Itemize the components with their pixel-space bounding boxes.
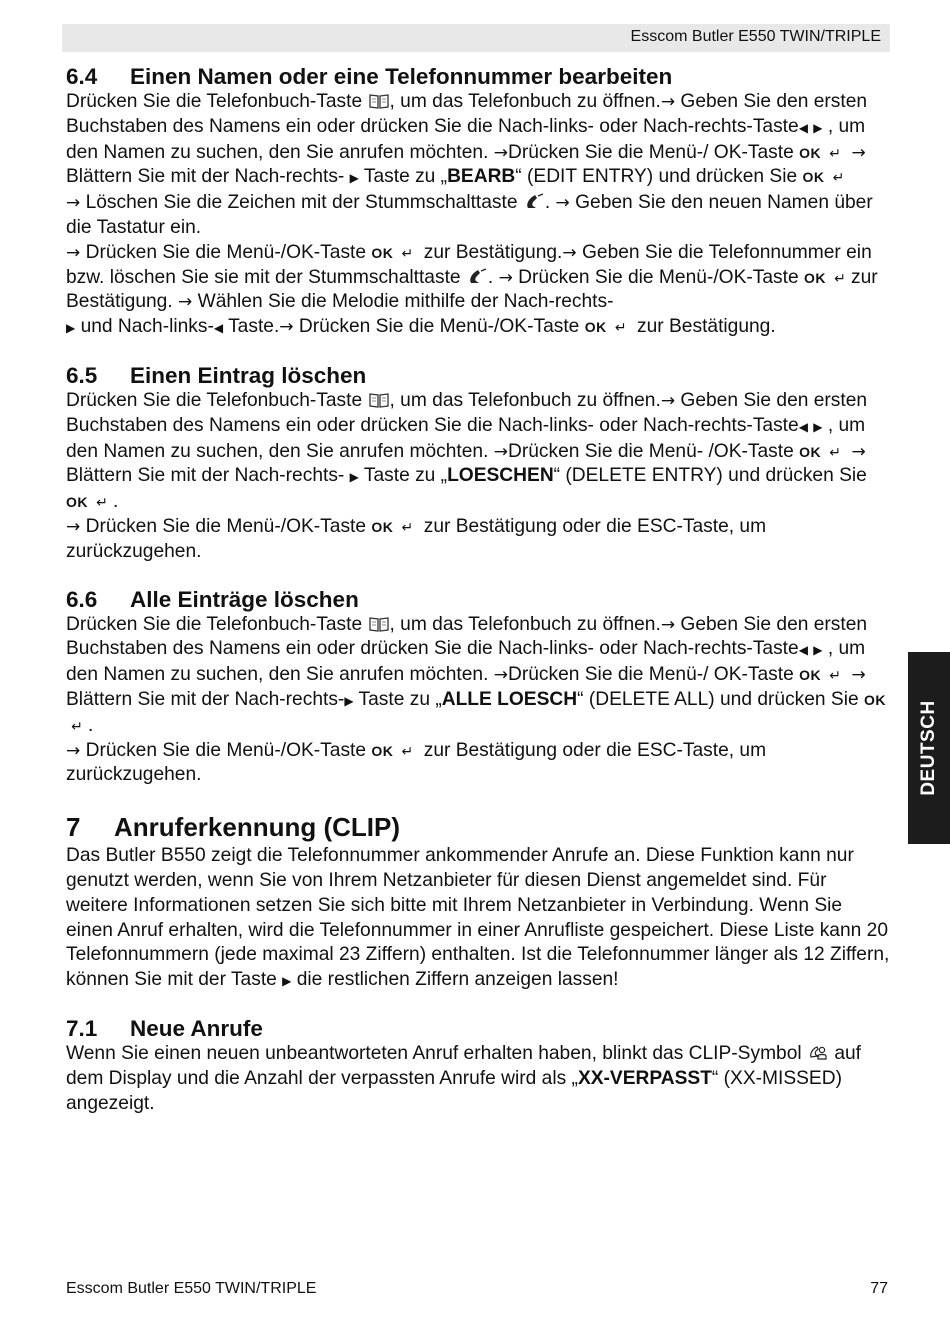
text: Drücken Sie die Menü-/OK-Taste bbox=[80, 241, 372, 263]
ok-key-label: OK bbox=[799, 144, 822, 161]
text: “ (XX-MISSED) angezeigt. bbox=[66, 1067, 842, 1114]
text: Wenn Sie einen neuen unbeantworteten Anruf erhalten haben, blinkt das CLIP-Symbol bbox=[66, 1042, 807, 1064]
text: Drücken Sie die Menü-/OK-Taste bbox=[293, 316, 585, 338]
arrow-right-icon: → bbox=[66, 740, 81, 761]
text: Blättern Sie mit der Nach-rechts- bbox=[66, 465, 350, 487]
phonebook-icon bbox=[368, 93, 390, 109]
text: Drücken Sie die Menü-/OK-Taste bbox=[80, 515, 372, 537]
text: Das Butler B550 zeigt die Telefonnummer ankommender Anrufe an. Diese Funktion kann nur genutzt werden, wenn Sie von Ihrem Netzanbieter für diesen Dienst angemeldet sind. Für weitere Informationen setzen Sie sich bitte mit Ihrem Netzanbieter in Verbindung. Wenn Sie einen Anruf erhalten, wird die Telefonnummer in einer Anrufliste gespeichert. Diese Liste kann 20 Telefonnummern (jede maximal 23 Ziffern) enthalten. Ist die Telefonnummer länger als 12 Ziffern, können Sie mit der Taste bbox=[66, 845, 890, 991]
section-heading bbox=[66, 1016, 892, 1042]
ok-key-label: OK bbox=[584, 319, 607, 336]
nav-right-icon: ▶ bbox=[349, 470, 359, 485]
ok-enter-icon: ↵ bbox=[71, 717, 83, 734]
text: auf dem Display und die Anzahl der verpassten Anrufe wird als „ bbox=[66, 1042, 862, 1089]
section-body bbox=[66, 90, 892, 341]
mute-key-icon bbox=[523, 193, 545, 211]
text: Taste zu „ bbox=[353, 688, 442, 710]
text: zur Bestätigung. bbox=[631, 316, 776, 338]
menu-entry-bold: BEARB bbox=[447, 166, 516, 188]
nav-left-icon: ◀ bbox=[798, 419, 808, 434]
section-body bbox=[66, 844, 892, 994]
text: , um das Telefonbuch zu öffnen. bbox=[389, 613, 661, 635]
text: und Nach-links- bbox=[75, 316, 214, 338]
page-number: 77 bbox=[870, 1280, 888, 1297]
text: zur Bestätigung oder die ESC-Taste, um zurückzugehen. bbox=[66, 515, 767, 562]
ok-enter-icon: ↵ bbox=[614, 319, 627, 336]
nav-left-icon: ◀ bbox=[798, 643, 808, 658]
nav-right-icon: ▶ bbox=[344, 693, 354, 708]
nav-right-icon: ▶ bbox=[813, 643, 823, 658]
section-body bbox=[66, 389, 892, 565]
ok-enter-icon: ↵ bbox=[832, 169, 845, 186]
text: Geben Sie den ersten Buchstaben des Namens ein oder drücken Sie die Nach-links- oder Nach-rechts-Taste bbox=[66, 91, 868, 137]
text: , um den Namen zu suchen, den Sie anrufen möchten. bbox=[66, 414, 866, 462]
ok-key-label: OK bbox=[799, 443, 822, 460]
text: , um den Namen zu suchen, den Sie anrufen möchten. bbox=[66, 115, 866, 163]
text: Taste zu „ bbox=[358, 465, 448, 487]
language-tab-label: DEUTSCH bbox=[918, 700, 939, 796]
chapter-heading bbox=[66, 810, 892, 844]
text: Drücken Sie die Menü-/ OK-Taste bbox=[507, 141, 800, 163]
language-tab bbox=[908, 652, 950, 844]
text: “ (EDIT ENTRY) und drücken Sie bbox=[515, 166, 803, 188]
text: Geben Sie den ersten Buchstaben des Namens ein oder drücken Sie die Nach-links- oder Nach-rechts-Taste bbox=[66, 389, 868, 436]
arrow-right-icon: → bbox=[555, 193, 570, 214]
section-6-4 bbox=[66, 64, 892, 341]
arrow-right-icon: → bbox=[178, 292, 193, 313]
ok-enter-icon: ↵ bbox=[829, 443, 841, 460]
section-number: 7.1 bbox=[66, 1015, 98, 1041]
text: Drücken Sie die Menü-/ OK-Taste bbox=[507, 664, 800, 686]
text: zur Bestätigung. bbox=[66, 266, 878, 313]
arrow-right-icon: → bbox=[66, 516, 81, 537]
ok-key-label: OK bbox=[371, 742, 394, 759]
arrow-right-icon: → bbox=[493, 441, 508, 462]
nav-right-icon: ▶ bbox=[282, 974, 292, 989]
text: Blättern Sie mit der Nach-rechts- bbox=[66, 166, 350, 188]
text: Drücken Sie die Telefonbuch-Taste bbox=[66, 91, 368, 112]
arrow-right-icon: → bbox=[660, 92, 676, 112]
header-bar bbox=[62, 24, 890, 52]
section-title: Alle Einträge löschen bbox=[130, 586, 359, 612]
text: Drücken Sie die Telefonbuch-Taste bbox=[66, 389, 368, 411]
nav-left-icon: ◀ bbox=[213, 321, 224, 336]
text: zur Bestätigung. bbox=[418, 241, 563, 263]
section-number: 6.4 bbox=[66, 64, 98, 89]
arrow-right-icon: → bbox=[851, 142, 866, 163]
section-title: Neue Anrufe bbox=[130, 1015, 263, 1041]
section-title: Einen Eintrag löschen bbox=[130, 362, 367, 388]
arrow-right-icon: → bbox=[493, 665, 508, 686]
header-title: Esscom Butler E550 TWIN/TRIPLE bbox=[630, 28, 881, 45]
text: zur Bestätigung oder die ESC-Taste, um zurückzugehen. bbox=[66, 739, 767, 786]
section-heading bbox=[66, 587, 892, 613]
text: Taste. bbox=[223, 316, 280, 338]
mute-key-icon bbox=[466, 268, 488, 286]
text: , um das Telefonbuch zu öffnen. bbox=[389, 389, 661, 411]
section-number: 6.5 bbox=[66, 362, 98, 388]
arrow-right-icon: → bbox=[498, 267, 513, 288]
footer-title: Esscom Butler E550 TWIN/TRIPLE bbox=[66, 1280, 317, 1297]
text: “ (DELETE ALL) und drücken Sie bbox=[577, 688, 864, 710]
menu-entry-bold: LOESCHEN bbox=[447, 465, 554, 487]
chapter-title: Anruferkennung (CLIP) bbox=[114, 812, 400, 843]
text: Taste zu „ bbox=[358, 166, 448, 188]
arrow-right-icon: → bbox=[66, 242, 81, 263]
arrow-right-icon: → bbox=[493, 142, 508, 163]
section-6-6 bbox=[66, 587, 892, 789]
text: Löschen Sie die Zeichen mit der Stummschalttaste bbox=[80, 192, 523, 214]
ok-enter-icon: ↵ bbox=[401, 244, 414, 261]
ok-key-label: OK bbox=[802, 169, 825, 186]
ok-enter-icon: ↵ bbox=[829, 144, 841, 161]
display-text-bold: XX-VERPASST bbox=[577, 1067, 712, 1089]
text: Drücken Sie die Menü-/OK-Taste bbox=[80, 739, 372, 761]
nav-right-icon: ▶ bbox=[349, 171, 359, 186]
text: Drücken Sie die Menü- /OK-Taste bbox=[507, 440, 800, 462]
arrow-right-icon: → bbox=[279, 317, 294, 338]
phonebook-icon bbox=[368, 392, 390, 408]
section-heading bbox=[66, 64, 892, 90]
text: , um den Namen zu suchen, den Sie anrufen möchten. bbox=[66, 638, 866, 686]
page-content bbox=[66, 64, 892, 1138]
section-number: 6.6 bbox=[66, 586, 98, 612]
arrow-right-icon: → bbox=[660, 390, 676, 411]
text: . bbox=[544, 192, 556, 214]
text: Geben Sie die Telefonnummer ein bzw. löschen Sie sie mit der Stummschalttaste bbox=[66, 241, 872, 288]
text: Drücken Sie die Telefonbuch-Taste bbox=[66, 613, 368, 635]
nav-right-icon: ▶ bbox=[813, 419, 823, 434]
arrow-right-icon: → bbox=[851, 441, 866, 462]
section-body bbox=[66, 1042, 892, 1116]
ok-enter-icon: ↵ bbox=[96, 494, 108, 511]
text: Blättern Sie mit der Nach-rechts- bbox=[66, 688, 345, 710]
arrow-right-icon: → bbox=[66, 193, 81, 214]
text: . bbox=[487, 266, 499, 288]
text: . bbox=[88, 714, 94, 736]
ok-key-label: OK bbox=[371, 244, 394, 261]
section-body bbox=[66, 613, 892, 789]
phonebook-icon bbox=[368, 616, 390, 632]
arrow-right-icon: → bbox=[562, 242, 577, 263]
nav-left-icon: ◀ bbox=[798, 120, 808, 135]
section-7-1 bbox=[66, 1016, 892, 1116]
text: Geben Sie den ersten Buchstaben des Namens ein oder drücken Sie die Nach-links- oder Nach-rechts-Taste bbox=[66, 613, 868, 660]
ok-key-label: OK bbox=[864, 691, 886, 708]
ok-key-label: OK bbox=[803, 269, 826, 286]
ok-enter-icon: ↵ bbox=[401, 742, 414, 759]
section-title: Einen Namen oder eine Telefonnummer bearbeiten bbox=[130, 64, 673, 89]
nav-right-icon: ▶ bbox=[813, 120, 823, 135]
arrow-right-icon: → bbox=[851, 665, 866, 686]
arrow-right-icon: → bbox=[660, 614, 676, 635]
chapter-number: 7 bbox=[66, 812, 81, 843]
clip-symbol-icon bbox=[807, 1044, 829, 1062]
ok-enter-icon: ↵ bbox=[834, 269, 846, 286]
nav-right-icon: ▶ bbox=[66, 321, 76, 336]
text: “ (DELETE ENTRY) und drücken Sie bbox=[553, 465, 867, 487]
ok-enter-icon: ↵ bbox=[829, 667, 841, 684]
text: . bbox=[113, 491, 119, 513]
section-7 bbox=[66, 810, 892, 994]
ok-key-label: OK bbox=[799, 667, 822, 684]
text: Wählen Sie die Melodie mithilfe der Nach-rechts- bbox=[192, 291, 614, 313]
section-6-5 bbox=[66, 363, 892, 565]
text: , um das Telefonbuch zu öffnen. bbox=[389, 91, 661, 112]
section-heading bbox=[66, 363, 892, 389]
ok-enter-icon: ↵ bbox=[401, 518, 414, 535]
menu-entry-bold: ALLE LOESCH bbox=[441, 688, 578, 710]
ok-key-label: OK bbox=[371, 518, 394, 535]
text: die restlichen Ziffern anzeigen lassen! bbox=[291, 969, 619, 991]
text: Drücken Sie die Menü-/OK-Taste bbox=[512, 266, 804, 288]
ok-key-label: OK bbox=[66, 494, 88, 511]
text: Geben Sie den neuen Namen über die Tastatur ein. bbox=[66, 192, 873, 238]
